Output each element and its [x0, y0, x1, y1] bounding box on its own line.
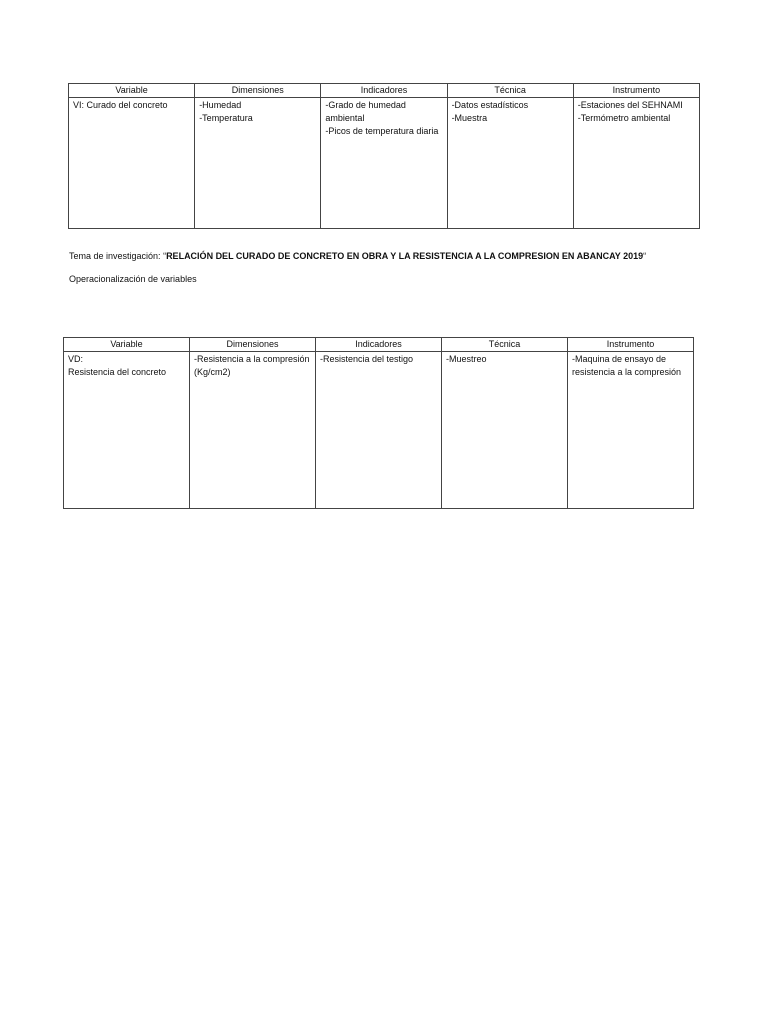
table-header-row: [69, 84, 700, 98]
cell-line: Resistencia del concreto: [68, 367, 167, 377]
header-tecnica: Técnica: [442, 338, 568, 352]
cell-indicadores: [321, 98, 447, 229]
table-row: [69, 98, 700, 229]
cell-line: -Resistencia a la compresión (Kg/cm2): [194, 354, 310, 377]
cell-line: -Maquina de ensayo de resistencia a la compresión: [572, 354, 682, 377]
cell-line: -Resistencia del testigo: [320, 354, 414, 364]
header-dimensiones: Dimensiones: [190, 338, 316, 352]
cell-tecnica: [442, 352, 568, 509]
operationalization-table-dependent: [63, 337, 694, 509]
cell-line: -Muestra: [451, 113, 488, 123]
header-instrumento: Instrumento: [573, 84, 699, 98]
cell-line: -Muestreo: [446, 354, 487, 364]
cell-line: VI: Curado del concreto: [73, 100, 168, 110]
cell-line: VD:: [68, 354, 84, 364]
research-topic: [69, 250, 646, 262]
cell-variable: [69, 98, 195, 229]
topic-title: RELACIÓN DEL CURADO DE CONCRETO EN OBRA Y LA RESISTENCIA A LA COMPRESION EN ABANCAY 2019: [166, 251, 644, 261]
section-subtitle: Operacionalización de variables: [69, 274, 197, 284]
table-header-row: [64, 338, 694, 352]
cell-variable: [64, 352, 190, 509]
cell-line: -Termómetro ambiental: [577, 113, 671, 123]
header-indicadores: Indicadores: [321, 84, 447, 98]
cell-dimensiones: [190, 352, 316, 509]
cell-instrumento: [573, 98, 699, 229]
header-instrumento: Instrumento: [568, 338, 694, 352]
topic-open-quote: “: [163, 251, 167, 261]
cell-line: -Estaciones del SEHNAMI: [577, 100, 683, 110]
cell-indicadores: [316, 352, 442, 509]
cell-line: -Temperatura: [199, 113, 253, 123]
cell-line: -Grado de humedad ambiental: [325, 100, 406, 123]
header-tecnica: Técnica: [447, 84, 573, 98]
topic-close-quote: “: [643, 251, 647, 261]
cell-tecnica: [447, 98, 573, 229]
cell-dimensiones: [195, 98, 321, 229]
table-row: [64, 352, 694, 509]
cell-line: -Humedad: [199, 100, 242, 110]
header-variable: Variable: [64, 338, 190, 352]
header-dimensiones: Dimensiones: [195, 84, 321, 98]
cell-line: -Picos de temperatura diaria: [325, 126, 439, 136]
operationalization-table-independent: [68, 83, 700, 229]
header-indicadores: Indicadores: [316, 338, 442, 352]
cell-line: -Datos estadísticos: [451, 100, 529, 110]
cell-instrumento: [568, 352, 694, 509]
header-variable: Variable: [69, 84, 195, 98]
topic-label: Tema de investigación:: [69, 251, 164, 261]
